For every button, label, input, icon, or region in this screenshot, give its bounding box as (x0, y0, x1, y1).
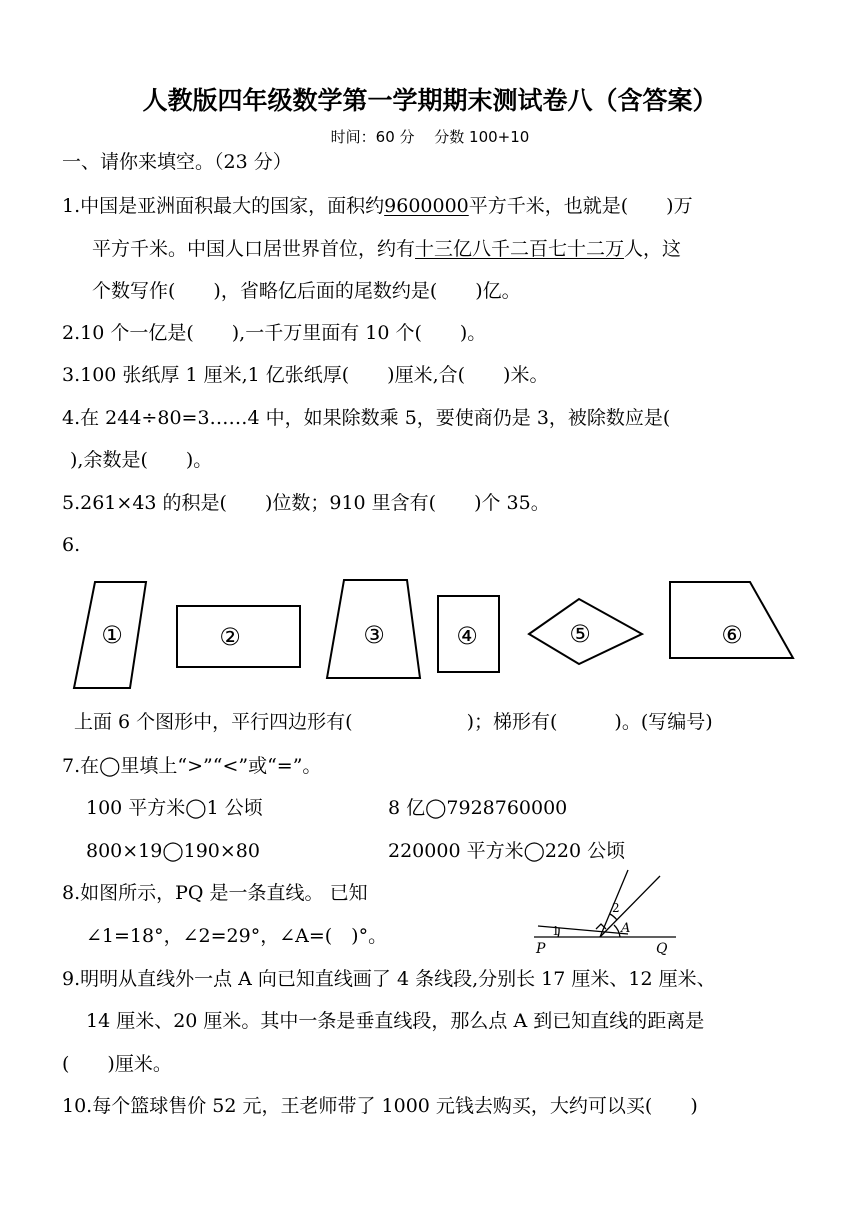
question-1-line-1 (62, 194, 693, 218)
question-8-line-2: ∠1=18°，∠2=29°，∠A=( )°。 (86, 925, 388, 947)
q1-text: 1.中国是亚洲面积最大的国家，面积约 (62, 195, 385, 217)
shape-4-label: ④ (456, 622, 478, 650)
shape-2-label: ② (219, 623, 241, 651)
question-8-line-1: 8.如图所示，PQ 是一条直线。 已知 (62, 882, 368, 904)
q1-text: 人，这 (624, 238, 682, 260)
question-1-line-2 (92, 237, 681, 261)
q1-underlined-number: 9600000 (384, 195, 469, 217)
shape-3-label: ③ (363, 621, 385, 649)
question-7-heading: 7.在◯里填上“>”“<”或“=”。 (62, 755, 322, 777)
shape-6-label: ⑥ (721, 621, 743, 649)
q1-text: 平方千米，也就是( )万 (468, 195, 693, 217)
question-5: 5.261×43 的积是( )位数；910 里含有( )个 35。 (62, 492, 550, 514)
q7-item-c: 800×19◯190×80 (86, 840, 260, 862)
label-angle-1: 1 (552, 924, 560, 938)
angle-a-arc (614, 925, 620, 937)
label-angle-2: 2 (612, 901, 620, 915)
label-q: Q (656, 941, 668, 956)
question-9-line-2: 14 厘米、20 厘米。其中一条是垂直线段，那么点 A 到已知直线的距离是 (86, 1010, 705, 1032)
question-6-text: 上面 6 个图形中，平行四边形有( )；梯形有( )。(写编号) (74, 711, 713, 733)
section-heading: 一、请你来填空。（23 分） (62, 151, 292, 173)
label-angle-a: A (621, 921, 631, 936)
exam-info: 时间：60 分 分数 100+10 (330, 128, 530, 146)
shape-1-label: ① (101, 621, 123, 649)
question-9-line-1: 9.明明从直线外一点 A 向已知直线画了 4 条线段,分别长 17 厘米、12 厘米、 (62, 968, 716, 990)
question-6-number: 6. (62, 534, 81, 556)
label-p: P (536, 941, 546, 956)
question-4-line-2: ),余数是( )。 (70, 449, 213, 471)
q7-item-a: 100 平方米◯1 公顷 (86, 797, 263, 819)
question-1-line-3: 个数写作( )，省略亿后面的尾数约是( )亿。 (92, 280, 521, 302)
question-4-line-1: 4.在 244÷80=3……4 中，如果除数乘 5，要使商仍是 3，被除数应是( (62, 407, 671, 429)
q1-underlined-words: 十三亿八千二百七十二万 (415, 238, 625, 260)
shape-5-label: ⑤ (569, 620, 591, 648)
question-2: 2.10 个一亿是( ),一千万里面有 10 个( )。 (62, 322, 487, 344)
question-9-line-3: ( )厘米。 (62, 1053, 172, 1075)
q7-item-d: 220000 平方米◯220 公顷 (388, 840, 626, 862)
q7-item-b: 8 亿◯7928760000 (388, 797, 568, 819)
shapes-figure (0, 570, 860, 700)
question-10: 10.每个篮球售价 52 元，王老师带了 1000 元钱去购买，大约可以买( ) (62, 1095, 698, 1117)
angle-figure (530, 866, 690, 956)
question-3: 3.100 张纸厚 1 厘米,1 亿张纸厚( )厘米,合( )米。 (62, 364, 549, 386)
page-title: 人教版四年级数学第一学期期末测试卷八（含答案） (142, 86, 718, 115)
q1-text: 平方千米。中国人口居世界首位，约有 (92, 238, 416, 260)
